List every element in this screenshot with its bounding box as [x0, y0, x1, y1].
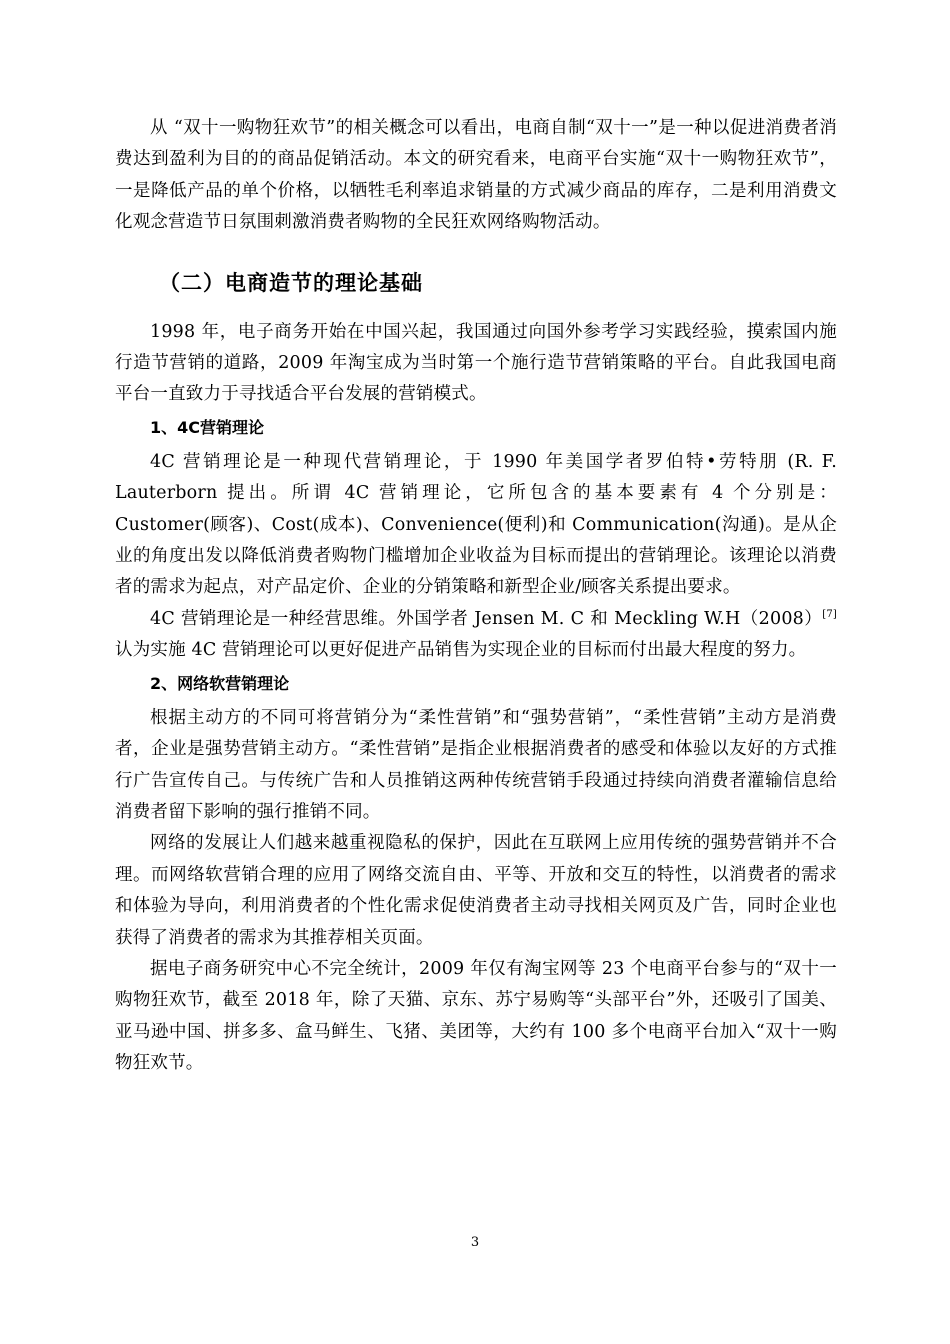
subsection-heading-soft-marketing: 2、网络软营销理论 — [150, 673, 290, 693]
soft-marketing-paragraph-1: 根据主动方的不同可将营销分为“柔性营销”和“强势营销”，“柔性营销”主动方是消费者，企业是强势营销主动方。“柔性营销”是指企业根据消费者的感受和体验以友好的方式推行广告宣传自己。与传统广告和人员推销这两种传统营销手段通过持续向消费者灌输信息给消费者留下影响的强行推销不同。 — [115, 707, 837, 822]
document-body — [115, 113, 837, 1080]
4c-paragraph-2 — [115, 604, 837, 667]
page-number: 3 — [470, 1235, 480, 1250]
subsection-heading-4c: 1、4C营销理论 — [150, 417, 265, 437]
citation-marker: [7] — [822, 609, 837, 621]
4c-paragraph-2-text-b: 认为实施 4C 营销理论可以更好促进产品销售为实现企业的目标而付出最大程度的努力。 — [115, 640, 807, 661]
4c-paragraph-2-text-a: 4C 营销理论是一种经营思维。外国学者 Jensen M. C 和 Meckling W.H（2008） — [150, 608, 823, 629]
soft-marketing-paragraph-3: 据电子商务研究中心不完全统计，2009 年仅有淘宝网等 23 个电商平台参与的“双十一购物狂欢节，截至 2018 年，除了天猫、京东、苏宁易购等“头部平台”外，还吸引了国美、亚马逊中国、拼多多、盒马鲜生、飞猪、美团等，大约有 100 多个电商平台加入“双十一购物狂欢节。 — [115, 958, 837, 1074]
4c-paragraph-1: 4C 营销理论是一种现代营销理论，于 1990 年美国学者罗伯特•劳特朋 (R. F. Lauterborn 提出。所谓 4C 营销理论，它所包含的基本要素有 4 个分别是：Customer(顾客)、Cost(成本)、Convenience(便利)和 Communication(沟通)。是从企业的角度出发以降低消费者购物门槛增加企业收益为目标而提出的营销理论。该理论以消费者的需求为起点，对产品定价、企业的分销策略和新型企业/顾客关系提出要求。 — [115, 451, 837, 598]
section-heading: （二）电商造节的理论基础 — [159, 270, 423, 295]
section-intro-paragraph: 1998 年，电子商务开始在中国兴起，我国通过向国外参考学习实践经验，摸索国内施行造节营销的道路，2009 年淘宝成为当时第一个施行造节营销策略的平台。自此我国电商平台一直致力于寻找适合平台发展的营销模式。 — [115, 321, 837, 405]
soft-marketing-paragraph-2: 网络的发展让人们越来越重视隐私的保护，因此在互联网上应用传统的强势营销并不合理。而网络软营销合理的应用了网络交流自由、平等、开放和交互的特性，以消费者的需求和体验为导向，利用消费者的个性化需求促使消费者主动寻找相关网页及广告，同时企业也获得了消费者的需求为其推荐相关页面。 — [115, 833, 837, 948]
intro-paragraph: 从 “双十一购物狂欢节”的相关概念可以看出，电商自制“双十一”是一种以促进消费者消费达到盈利为目的的商品促销活动。本文的研究看来，电商平台实施“双十一购物狂欢节”，一是降低产品的单个价格，以牺牲毛利率追求销量的方式减少商品的库存，二是利用消费文化观念营造节日氛围刺激消费者购物的全民狂欢网络购物活动。 — [115, 118, 837, 233]
